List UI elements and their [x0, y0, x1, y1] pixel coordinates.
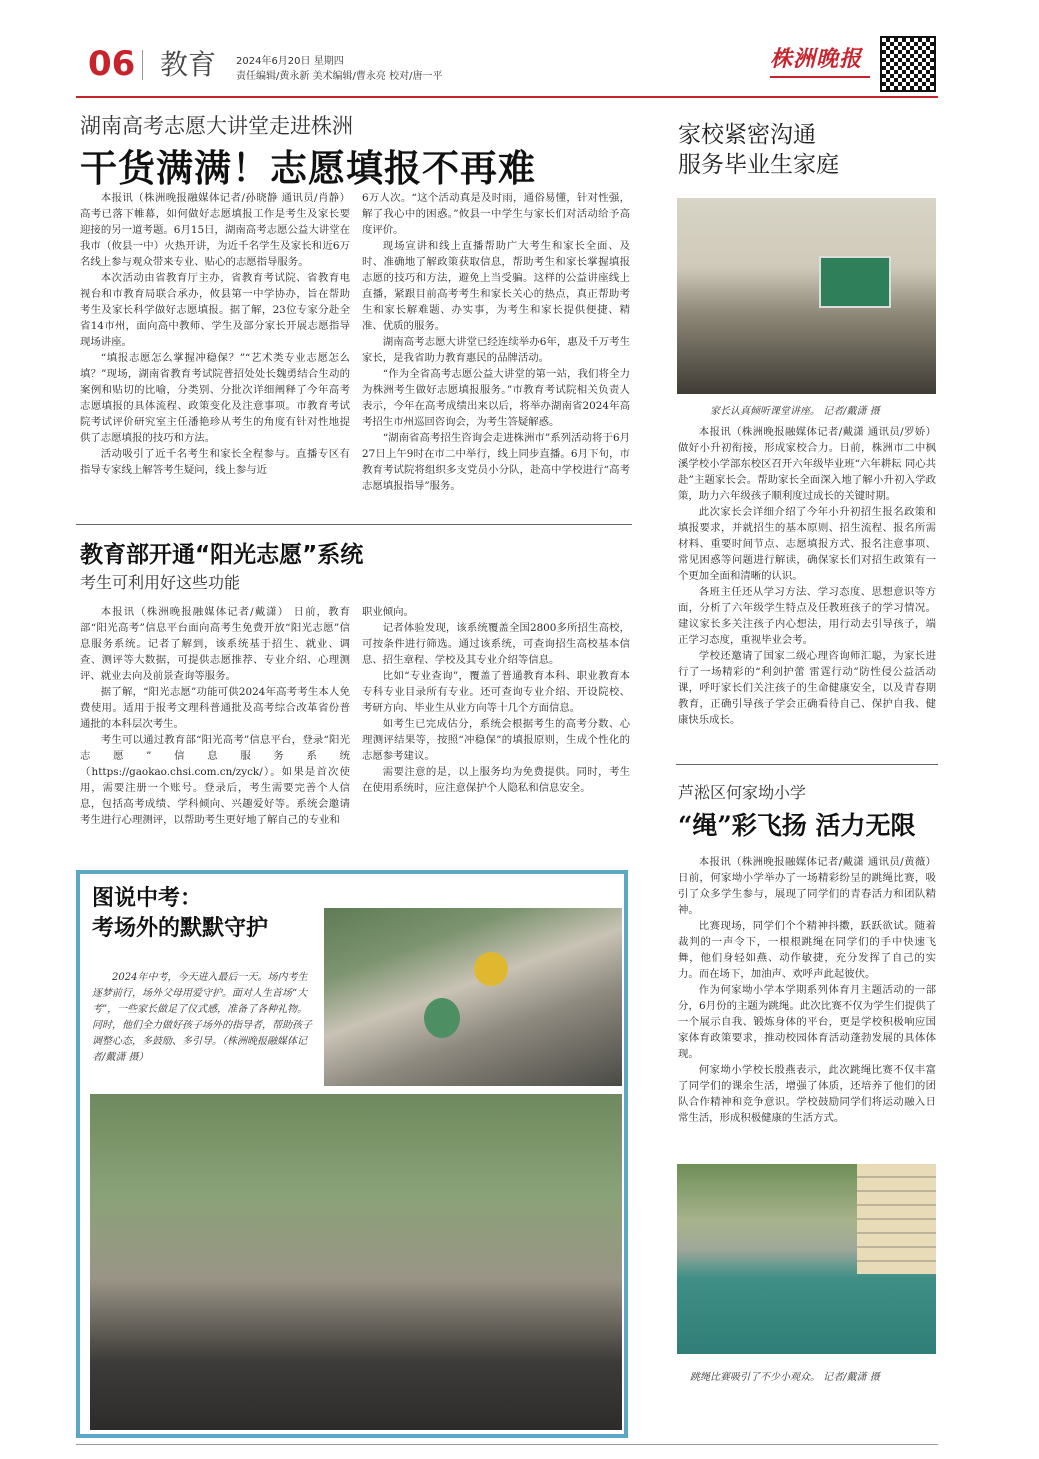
editors-line: 责任编辑/黄永新 美术编辑/曹永亮 校对/唐一平 — [236, 71, 443, 82]
paragraph: “湖南省高考招生咨询会走进株洲市”系列活动将于6月27日上午9时在市二中举行，线上同步直播。6月下旬，市教育考试院将组织多支党员小分队，赴高中学校进行“高考志愿填报指导”服务。 — [362, 432, 630, 492]
paragraph: 湖南高考志愿大讲堂已经连续举办6年，惠及千万考生家长，是我省助力教育惠民的品牌活动。 — [362, 336, 630, 364]
section-name: 教育 — [160, 48, 217, 81]
paragraph: 6万人次。“这个活动真是及时雨，通俗易懂，针对性强，解了我心中的困惑。”攸县一中学生与家长们对活动给予高度评价。 — [362, 192, 630, 236]
paragraph: 比如“专业查询”，覆盖了普通教育本科、职业教育本专科专业目录所有专业。还可查询专业介绍、开设院校、考研方向、毕业生从业方向等十几个方面信息。 — [362, 670, 630, 714]
article4-body — [678, 854, 936, 1126]
paragraph: 各班主任还从学习方法、学习态度、思想意识等方面，分析了六年级学生特点及任教班孩子的学习情况。建议家长多关注孩子内心想法，用行动去引导孩子，端正学习态度，重视毕业会考。 — [678, 586, 936, 646]
bouquet-icon — [474, 952, 508, 986]
article4-kicker: 芦淞区何家坳小学 — [678, 783, 807, 802]
article1-kicker: 湖南高考志愿大讲堂走进株洲 — [80, 114, 353, 138]
parents-meeting-photo — [677, 198, 936, 394]
exam-crowd-photo — [90, 1094, 622, 1430]
headline-line: 考场外的默默守护 — [92, 916, 269, 941]
paragraph: 作为何家坳小学本学期系列体育月主题活动的一部分，6月份的主题为跳绳。此次比赛不仅为学生们提供了一个展示自我、锻炼身体的平台，更是学校积极响应国家体育政策要求，推动校园体育活动蓬勃发展的具体体现。 — [678, 984, 936, 1060]
divider — [76, 524, 632, 525]
paragraph: 如考生已完成估分，系统会根据考生的高考分数、心理测评结果等，按照“冲稳保”的填报原则，生成个性化的志愿参考建议。 — [362, 718, 630, 762]
paragraph: 职业倾向。 — [362, 606, 414, 618]
photo-story-headline — [92, 884, 268, 944]
headline-line: 家校紧密沟通 — [678, 122, 816, 148]
article3-photo-caption: 家长认真倾听课堂讲座。 记者/戴潇 摄 — [710, 406, 880, 417]
paragraph: 比赛现场，同学们个个精神抖擞，跃跃欲试。随着裁判的一声令下，一根根跳绳在同学们的手中快速飞舞，他们身轻如燕、动作敏捷，充分发挥了自己的实力。而在场下，加油声、欢呼声此起彼伏。 — [678, 920, 936, 980]
paragraph: 据了解，“阳光志愿”功能可供2024年高考考生本人免费使用。适用于报考文理科普通批及高考综合改革省份普通批的本科层次考生。 — [80, 686, 350, 730]
paragraph: 考生可以通过教育部“阳光高考”信息平台，登录“阳光志愿”信息服务系统（https://gaokao.chsi.com.cn/zyck/）。如果是首次使用，需要注册一个账号。登录后，考生需要完善个人信息，包括高考成绩、学科倾向、兴趣爱好等。系统会邀请考生进行心理测评，以帮助考生更好地了解自己的专业和 — [80, 734, 350, 826]
paragraph: “填报志愿怎么掌握冲稳保？”“艺术类专业志愿怎么填？”现场，湖南省教育考试院普招处处长魏勇结合生动的案例和贴切的比喻，分类别、分批次详细阐释了今年高考志愿填报的具体流程、政策变化及注意事项。市教育考试院考试评价研究室主任潘艳珍从考生的角度有针对性地提供了志愿填报的技巧和方法。 — [80, 352, 350, 444]
jump-rope-photo — [677, 1164, 936, 1354]
article4-photo-caption: 跳绳比赛吸引了不少小观众。 记者/戴潇 摄 — [690, 1372, 880, 1383]
masthead-logo — [770, 44, 870, 74]
paragraph: 本报讯（株洲晚报融媒体记者/孙晓静 通讯员/肖静） 高考已落下帷幕，如何做好志愿填报工作是考生及家长要迎接的另一道考题。6月15日，湖南高考志愿公益大讲堂在我市（攸县一中）火热开讲，为近千名学生及家长和近6万名线上参与观众带来专业、贴心的志愿指导服务。 — [80, 192, 350, 268]
paragraph: 本报讯（株洲晚报融媒体记者/戴潇 通讯员/罗娇） 做好小升初衔接，形成家校合力。日前，株洲市二中枫溪学校小学部东校区召开六年级毕业班“六年耕耘 同心共赴”主题家长会。帮助家长全面深入地了解小升初入学政策，助力六年级孩子顺利度过成长的关键时期。 — [678, 426, 936, 502]
photo-story-box — [76, 870, 628, 1438]
article2-col1 — [80, 604, 350, 828]
paragraph: 现场宣讲和线上直播帮助广大考生和家长全面、及时、准确地了解政策获取信息，帮助考生和家长掌握填报志愿的技巧和方法，避免上当受骗。这样的公益讲座线上直播，紧跟目前高考考生和家长关心的热点，真正帮助考生和家长解难题、办实事，为考生和家长提供便捷、精准、优质的服务。 — [362, 240, 630, 332]
headline-line: 图说中考： — [92, 886, 203, 911]
header-divider — [142, 50, 143, 80]
footer-rule — [76, 1444, 938, 1445]
paragraph: 学校还邀请了国家二级心理咨询师汇聪，为家长进行了一场精彩的“利剑护蕾 雷霆行动”防性侵公益活动课，呼吁家长们关注孩子的生命健康安全，以及青春期教育，正确引导孩子学会正确看待自己、保护自我、健康快乐成长。 — [678, 650, 936, 726]
paragraph: 何家坳小学校长殷燕表示，此次跳绳比赛不仅丰富了同学们的课余生活，增强了体质，还培养了他们的团队合作精神和竞争意识。学校鼓励同学们将运动融入日常生活，形成积极健康的生活方式。 — [678, 1064, 936, 1124]
article4-headline: “绳”彩飞扬 活力无限 — [678, 811, 916, 840]
article1-col2 — [362, 190, 630, 494]
paragraph: 活动吸引了近千名考生和家长全程参与。直播专区有指导专家线上解答考生疑问，线上参与近 — [80, 448, 350, 476]
classroom-screen-icon — [819, 256, 891, 308]
article3-body — [678, 424, 936, 728]
school-building-icon — [857, 1164, 936, 1274]
article1-col1 — [80, 190, 350, 478]
masthead-underline — [770, 76, 870, 78]
paragraph: 需要注意的是，以上服务均为免费提供。同时，考生在使用系统时，应注意保护个人隐私和信息安全。 — [362, 766, 630, 794]
green-fan-icon — [424, 998, 460, 1038]
masthead-text: 株洲晚报 — [770, 46, 863, 72]
paragraph: “作为全省高考志愿公益大讲堂的第一站，我们将全力为株洲考生做好志愿填报服务。”市教育考试院相关负责人表示，今年在高考成绩出来以后，将举办湖南省2024年高考招生市州巡回咨询会，为考生答疑解惑。 — [362, 368, 630, 428]
date-line: 2024年6月20日 星期四 — [236, 56, 344, 67]
paragraph: 本报讯（株洲晚报融媒体记者/戴潇） 日前，教育部“阳光高考”信息平台面向高考生免费开放“阳光志愿”信息服务系统。记者了解到，该系统基于招生、就业、调查、测评等大数据，可提供志愿推荐、专业介绍、心理测评、就业去向及前景查询等服务。 — [80, 606, 350, 682]
header-rule — [76, 96, 938, 98]
paragraph: 此次家长会详细介绍了今年小升初招生报名政策和填报要求，并就招生的基本原则、招生流程、报名所需材料、重要时间节点、志愿填报方式、报名注意事项、常见困惑等问题进行解读，确保家长们对招生政策有一个更加全面和清晰的认识。 — [678, 506, 936, 582]
divider — [676, 764, 938, 765]
headline-line: 服务毕业生家庭 — [678, 152, 839, 178]
page-number: 06 — [88, 44, 136, 84]
article2-subhead: 考生可利用好这些功能 — [80, 573, 241, 592]
paragraph: 本报讯（株洲晚报融媒体记者/戴潇 通讯员/黄薇） 日前，何家坳小学举办了一场精彩纷呈的跳绳比赛，吸引了众多学生参与，展现了同学们的青春活力和团队精神。 — [678, 856, 936, 916]
qr-code-icon — [880, 36, 936, 92]
article2-headline: 教育部开通“阳光志愿”系统 — [80, 542, 364, 568]
article3-headline — [678, 120, 839, 180]
exam-parents-photo — [324, 908, 622, 1086]
paragraph: 记者体验发现，该系统覆盖全国2800多所招生高校，可按条件进行筛选。通过该系统，可查询招生高校基本信息、招生章程、学校及其专业介绍等信息。 — [362, 622, 630, 666]
article2-col2 — [362, 604, 630, 796]
photo-story-text: 2024年中考，今天进入最后一天。场内考生逐梦前行，场外父母用爱守护。面对人生首场“大考”，一些家长做足了仪式感，准备了各种礼物。同时，他们全力做好孩子场外的指导者，帮助孩子调整心态，多鼓励、多引导。（株洲晚报融媒体记者/戴潇 摄） — [92, 972, 312, 1063]
article1-headline: 干货满满！志愿填报不再难 — [80, 147, 536, 190]
paragraph: 本次活动由省教育厅主办，省教育考试院、省教育电视台和市教育局联合承办，攸县第一中学协办，旨在帮助考生及家长科学做好志愿填报。据了解，23位专家分赴全省14市州，面向高中教师、学生及部分家长开展志愿指导现场讲座。 — [80, 272, 350, 348]
